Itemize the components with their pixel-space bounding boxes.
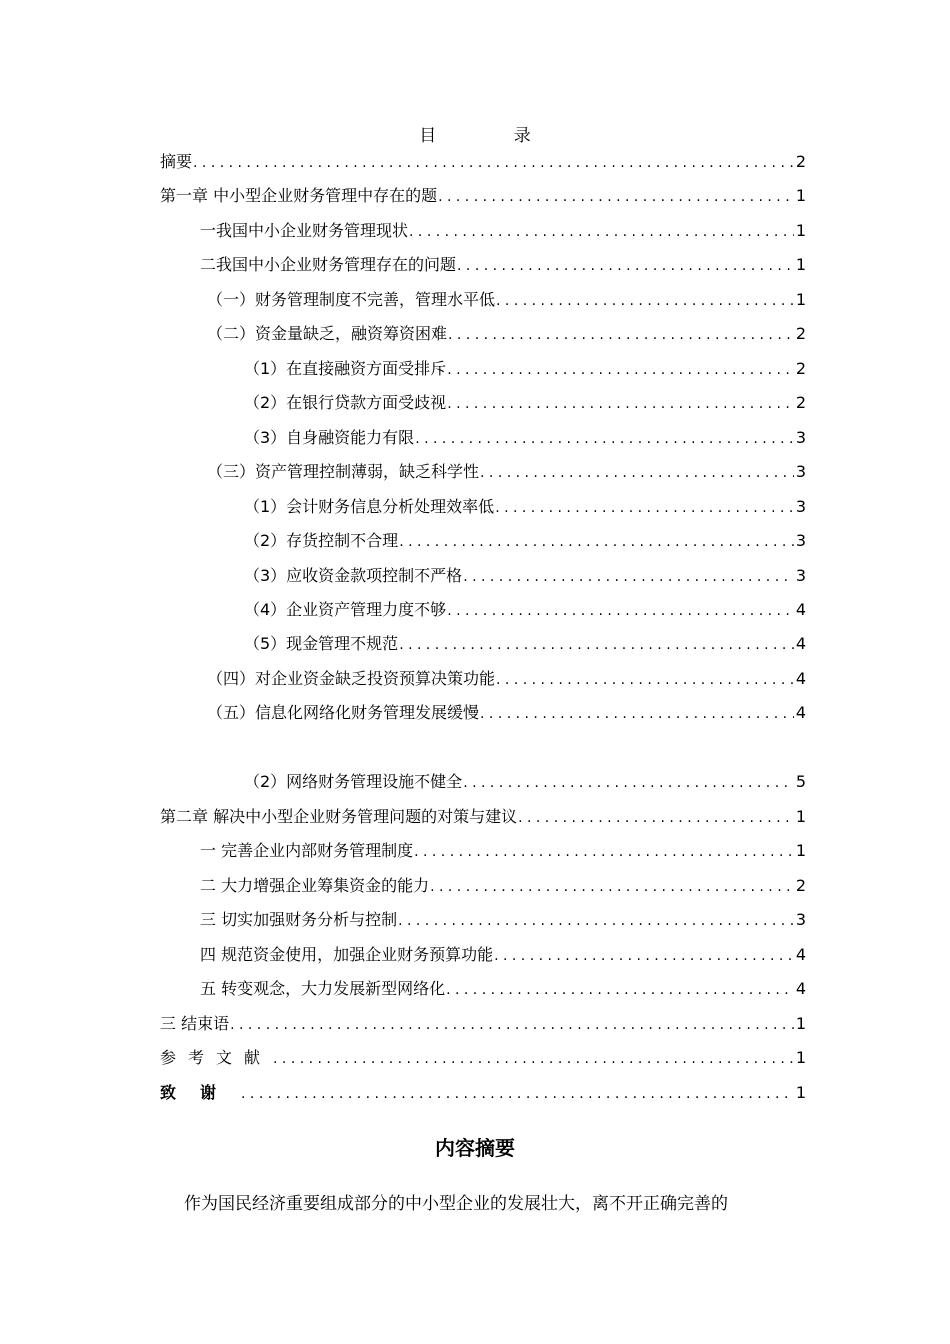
toc-entry[interactable] — [200, 251, 806, 279]
toc-leader-dots — [430, 873, 794, 901]
toc-entry-page: 4 — [795, 600, 806, 619]
toc-leader-dots — [446, 976, 794, 1004]
toc-entry-page: 4 — [795, 634, 806, 653]
toc-entry[interactable] — [160, 148, 806, 176]
toc-entry-page: 1 — [795, 1048, 806, 1067]
toc-leader-dots — [415, 425, 794, 453]
toc-entry[interactable] — [160, 1079, 806, 1107]
toc-entry-page: 4 — [795, 669, 806, 688]
toc-entry[interactable] — [244, 562, 806, 590]
toc-leader-dots — [398, 907, 794, 935]
toc-entry-page: 2 — [795, 359, 806, 378]
toc-entry-page: 1 — [795, 290, 806, 309]
toc-entry-page: 1 — [795, 1014, 806, 1033]
toc-entry-label: （3）自身融资能力有限 — [244, 428, 415, 447]
toc-entry-page: 1 — [795, 1083, 806, 1102]
toc-entry[interactable] — [244, 630, 806, 658]
toc-leader-dots — [399, 528, 794, 556]
toc-entry[interactable] — [244, 493, 806, 521]
toc-entry-label: 三 切实加强财务分析与控制 — [200, 910, 398, 929]
abstract-heading: 内容摘要 — [435, 1136, 515, 1160]
toc-leader-dots — [518, 804, 794, 832]
toc-leader-dots — [463, 769, 794, 797]
toc-entry[interactable] — [207, 458, 806, 486]
toc-entry-page: 4 — [795, 703, 806, 722]
toc-entry-page: 3 — [795, 910, 806, 929]
toc-entry[interactable] — [160, 182, 806, 210]
toc-entry-label: （三）资产管理控制薄弱，缺乏科学性 — [207, 462, 480, 481]
toc-entry-label: 五 转变观念，大力发展新型网络化 — [200, 979, 446, 998]
toc-entry[interactable] — [244, 424, 806, 452]
toc-leader-dots — [414, 838, 794, 866]
toc-entry[interactable] — [200, 906, 806, 934]
toc-entry-label: （1）在直接融资方面受排斥 — [244, 359, 447, 378]
toc-entry-page: 1 — [795, 186, 806, 205]
abstract-paragraph: 作为国民经济重要组成部分的中小型企业的发展壮大，离不开正确完善的 — [184, 1194, 728, 1214]
toc-entry-page: 2 — [795, 876, 806, 895]
toc-entry-label: （3）应收资金款项控制不严格 — [244, 566, 463, 585]
toc-leader-dots — [463, 563, 794, 591]
toc-entry-page: 3 — [795, 531, 806, 550]
toc-leader-dots — [447, 390, 794, 418]
toc-leader-dots — [438, 183, 794, 211]
toc-entry[interactable] — [160, 803, 806, 831]
toc-entry-label: （五）信息化网络化财务管理发展缓慢 — [207, 703, 480, 722]
toc-entry-label: （5）现金管理不规范 — [244, 634, 399, 653]
toc-entry-page: 1 — [795, 841, 806, 860]
toc-leader-dots — [230, 1011, 794, 1039]
toc-leader-dots — [480, 700, 794, 728]
toc-entry-page: 3 — [795, 566, 806, 585]
toc-entry-label: （2）在银行贷款方面受歧视 — [244, 393, 447, 412]
toc-entry-page: 3 — [795, 428, 806, 447]
toc-entry[interactable] — [207, 286, 806, 314]
toc-leader-dots — [495, 494, 794, 522]
toc-leader-dots — [480, 459, 794, 487]
toc-entry-page: 4 — [795, 979, 806, 998]
toc-entry-label: （2）网络财务管理设施不健全 — [244, 772, 463, 791]
toc-leader-dots — [447, 356, 794, 384]
toc-entry-label: 致谢 — [160, 1083, 241, 1102]
toc-entry-page: 1 — [795, 807, 806, 826]
toc-entry[interactable] — [200, 837, 806, 865]
toc-entry[interactable] — [207, 665, 806, 693]
toc-entry[interactable] — [244, 527, 806, 555]
toc-entry-label: 第一章 中小型企业财务管理中存在的题 — [160, 186, 438, 205]
toc-entry-label: （二）资金量缺乏，融资筹资困难 — [207, 324, 448, 343]
toc-entry[interactable] — [207, 699, 806, 727]
toc-entry-label: 一我国中小企业财务管理现状 — [200, 221, 409, 240]
toc-entry-label: 四 规范资金使用，加强企业财务预算功能 — [200, 945, 494, 964]
toc-leader-dots — [448, 321, 794, 349]
toc-entry-label: （一）财务管理制度不完善，管理水平低 — [207, 290, 496, 309]
toc-entry[interactable] — [160, 1010, 806, 1038]
toc-entry-page: 5 — [795, 772, 806, 791]
toc-entry[interactable] — [200, 941, 806, 969]
toc-entry-label: 一 完善企业内部财务管理制度 — [200, 841, 414, 860]
toc-entry-label: （2）存货控制不合理 — [244, 531, 399, 550]
toc-entry-page: 2 — [795, 324, 806, 343]
toc-leader-dots — [494, 942, 794, 970]
toc-title: 目 录 — [419, 126, 567, 146]
toc-entry-label: 二我国中小企业财务管理存在的问题 — [200, 255, 457, 274]
toc-entry[interactable] — [207, 320, 806, 348]
toc-entry-label: 第二章 解决中小型企业财务管理问题的对策与建议 — [160, 807, 518, 826]
toc-entry[interactable] — [200, 872, 806, 900]
toc-entry-page: 3 — [795, 462, 806, 481]
toc-leader-dots — [409, 218, 794, 246]
toc-entry-label: （四）对企业资金缺乏投资预算决策功能 — [207, 669, 496, 688]
toc-leader-dots — [457, 252, 794, 280]
toc-entry[interactable] — [244, 355, 806, 383]
toc-entry[interactable] — [244, 389, 806, 417]
toc-leader-dots — [447, 597, 794, 625]
toc-leader-dots — [193, 149, 794, 177]
toc-entry-page: 4 — [795, 945, 806, 964]
toc-entry-label: （4）企业资产管理力度不够 — [244, 600, 447, 619]
toc-entry[interactable] — [244, 596, 806, 624]
toc-leader-dots — [496, 666, 794, 694]
toc-entry-page: 1 — [795, 221, 806, 240]
toc-entry-label: 二 大力增强企业筹集资金的能力 — [200, 876, 430, 895]
toc-entry[interactable] — [200, 217, 806, 245]
toc-leader-dots — [273, 1045, 794, 1073]
toc-entry-page: 1 — [795, 255, 806, 274]
toc-leader-dots — [399, 631, 794, 659]
toc-entry[interactable] — [200, 975, 806, 1003]
toc-entry-label: 摘要 — [160, 152, 193, 171]
toc-leader-dots — [496, 287, 794, 315]
toc-leader-dots — [241, 1080, 794, 1108]
toc-entry-page: 2 — [795, 152, 806, 171]
toc-entry-label: （1）会计财务信息分析处理效率低 — [244, 497, 495, 516]
toc-entry[interactable] — [244, 768, 806, 796]
toc-entry[interactable] — [160, 1044, 806, 1072]
toc-entry-page: 3 — [795, 497, 806, 516]
toc-entry-label: 参考文献 — [160, 1048, 273, 1067]
toc-entry-page: 2 — [795, 393, 806, 412]
toc-entry-label: 三 结束语 — [160, 1014, 230, 1033]
